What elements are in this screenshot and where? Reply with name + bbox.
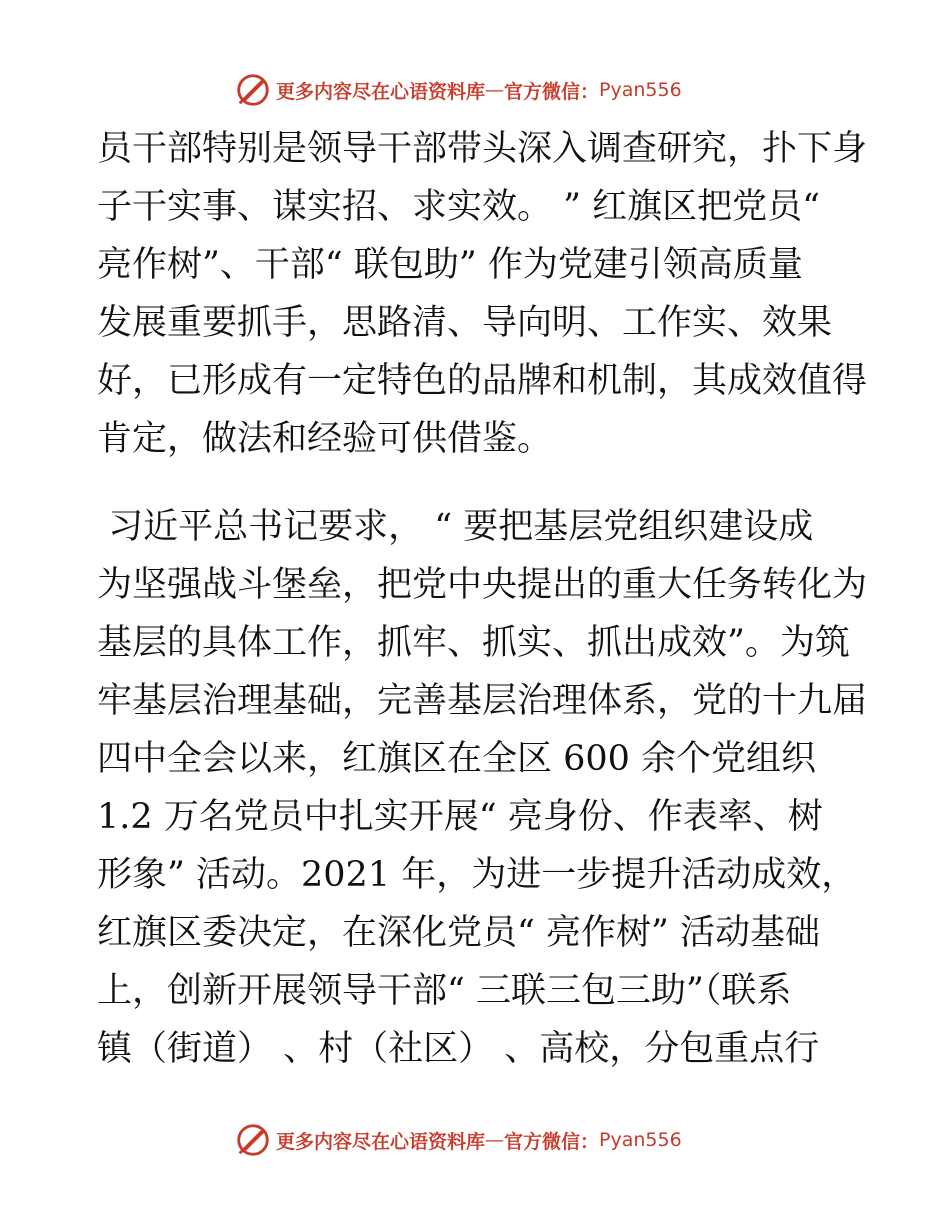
watermark-brand: Pyan556 xyxy=(599,1129,682,1151)
text-line: 牢基层治理基础，完善基层治理体系，党的十九届 xyxy=(97,681,868,721)
paragraph-gap xyxy=(97,468,857,498)
watermark-brand: Pyan556 xyxy=(599,79,682,101)
watermark-dash: — xyxy=(485,1129,505,1151)
text-line: 上，创新开展领导干部“ 三联三包三助”（联系 xyxy=(97,971,792,1011)
text-line: 肯定，做法和经验可供借鉴。 xyxy=(97,419,553,459)
watermark-official: 官方微信： xyxy=(504,80,600,103)
text-line: 习近平总书记要求， “ 要把基层党组织建设成 xyxy=(97,507,814,547)
text-line: 1.2 万名党员中扎实开展“ 亮身份、作表率、树 xyxy=(97,797,823,837)
text-line: 红旗区委决定，在深化党员“ 亮作树” 活动基础 xyxy=(97,913,821,953)
paragraph-1 xyxy=(97,120,868,468)
text-line: 为坚强战斗堡垒，把党中央提出的重大任务转化为 xyxy=(97,565,868,605)
document-body xyxy=(97,120,868,1078)
text-line: 子干实事、谋实招、求实效。 ” 红旗区把党员“ xyxy=(97,187,821,227)
text-line: 形象” 活动。2021 年，为进一步提升活动成效， xyxy=(97,855,857,895)
paragraph-2 xyxy=(97,498,868,1078)
text-line: 好，已形成有一定特色的品牌和机制，其成效值得 xyxy=(97,361,868,401)
text-line: 员干部特别是领导干部带头深入调查研究，扑下身 xyxy=(97,129,868,169)
quill-logo-icon xyxy=(234,1121,272,1159)
text-line: 基层的具体工作，抓牢、抓实、抓出成效”。为筑 xyxy=(97,623,850,663)
header-watermark xyxy=(234,70,682,110)
watermark-dash: — xyxy=(485,79,505,101)
watermark-text: 更多内容尽在心语资料库 xyxy=(276,1130,486,1153)
text-line: 亮作树”、干部“ 联包助” 作为党建引领高质量 xyxy=(97,245,803,285)
watermark-official: 官方微信： xyxy=(504,1130,600,1153)
watermark-text: 更多内容尽在心语资料库 xyxy=(276,80,486,103)
text-line: 四中全会以来，红旗区在全区 600 余个党组织 xyxy=(97,739,817,779)
quill-logo-icon xyxy=(234,71,272,109)
text-line: 镇（街道） 、村（社区） 、高校，分包重点行 xyxy=(97,1029,820,1069)
text-line: 发展重要抓手，思路清、导向明、工作实、效果 xyxy=(97,303,833,343)
footer-watermark xyxy=(234,1120,682,1160)
